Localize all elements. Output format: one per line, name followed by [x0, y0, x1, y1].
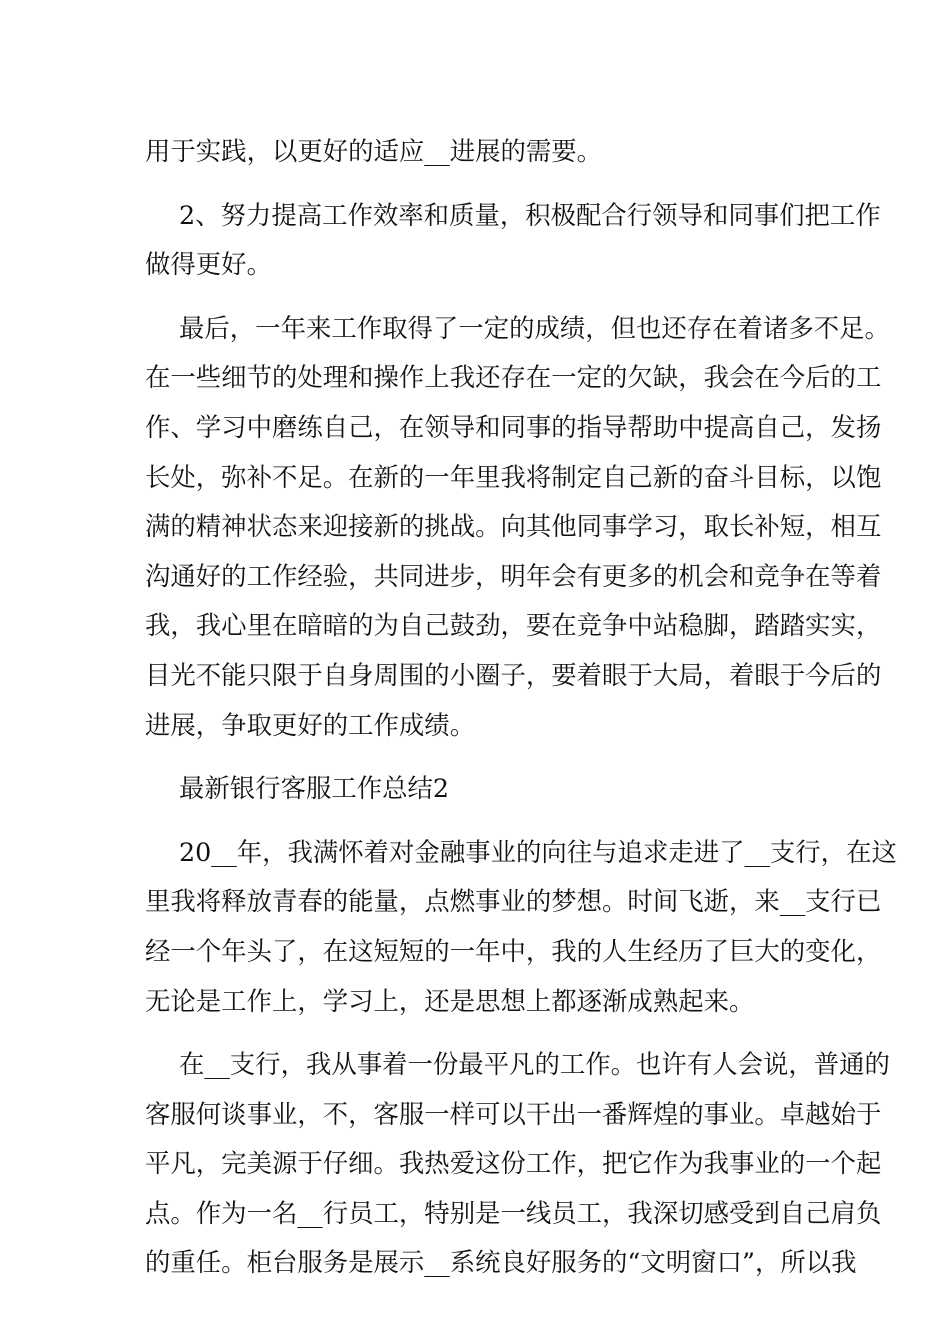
paragraph [145, 764, 810, 814]
text-line: 的重任。柜台服务是展示__系统良好服务的“文明窗口”，所以我 [145, 1247, 857, 1278]
text-line: 里我将释放青春的能量，点燃事业的梦想。时间飞逝，来__支行已 [145, 886, 882, 917]
text-line: 满的精神状态来迎接新的挑战。向其他同事学习，取长补短，相互 [145, 511, 882, 542]
paragraph-gap [145, 177, 810, 191]
text-line: 沟通好的工作经验，共同进步，明年会有更多的机会和竞争在等着 [145, 560, 882, 591]
paragraph-gap [145, 814, 810, 828]
paragraph-gap [145, 1026, 810, 1040]
text-line: 无论是工作上，学习上，还是思想上都逐渐成熟起来。 [145, 985, 755, 1016]
paragraph [145, 1040, 890, 1288]
text-line: 用于实践，以更好的适应__进展的需要。 [145, 136, 603, 166]
text-line: 我，我心里在暗暗的为自己鼓劲，要在竞争中站稳脚，踏踏实实， [145, 610, 882, 641]
text-line: 长处，弥补不足。在新的一年里我将制定自己新的奋斗目标，以饱 [145, 461, 882, 492]
text-line: 最后，一年来工作取得了一定的成绩，但也还存在着诸多不足。 [179, 312, 890, 343]
text-line: 在一些细节的处理和操作上我还存在一定的欠缺，我会在今后的工 [145, 362, 882, 393]
document-body [145, 127, 897, 1288]
paragraph-gap [145, 290, 810, 304]
paragraph [145, 828, 897, 1026]
paragraph-gap [145, 750, 810, 764]
text-line: 在__支行，我从事着一份最平凡的工作。也许有人会说，普通的 [179, 1049, 890, 1080]
text-line: 客服何谈事业，不，客服一样可以干出一番辉煌的事业。卓越始于 [145, 1098, 882, 1129]
paragraph [145, 304, 890, 750]
text-line: 点。作为一名__行员工，特别是一线员工，我深切感受到自己肩负 [145, 1197, 882, 1228]
paragraph [145, 191, 881, 290]
text-line: 20__年，我满怀着对金融事业的向往与追求走进了__支行，在这 [179, 836, 897, 867]
text-line: 2、努力提高工作效率和质量，积极配合行领导和同事们把工作 [179, 199, 881, 230]
text-line: 作、学习中磨练自己，在领导和同事的指导帮助中提高自己，发扬 [145, 411, 882, 442]
text-line: 进展，争取更好的工作成绩。 [145, 709, 476, 740]
text-line: 经一个年头了，在这短短的一年中，我的人生经历了巨大的变化， [145, 935, 882, 966]
paragraph [145, 127, 810, 177]
text-line: 最新银行客服工作总结2 [179, 773, 450, 804]
text-line: 平凡，完美源于仔细。我热爱这份工作，把它作为我事业的一个起 [145, 1148, 882, 1179]
text-line: 做得更好。 [145, 249, 272, 280]
text-line: 目光不能只限于自身周围的小圈子，要着眼于大局，着眼于今后的 [145, 659, 882, 690]
